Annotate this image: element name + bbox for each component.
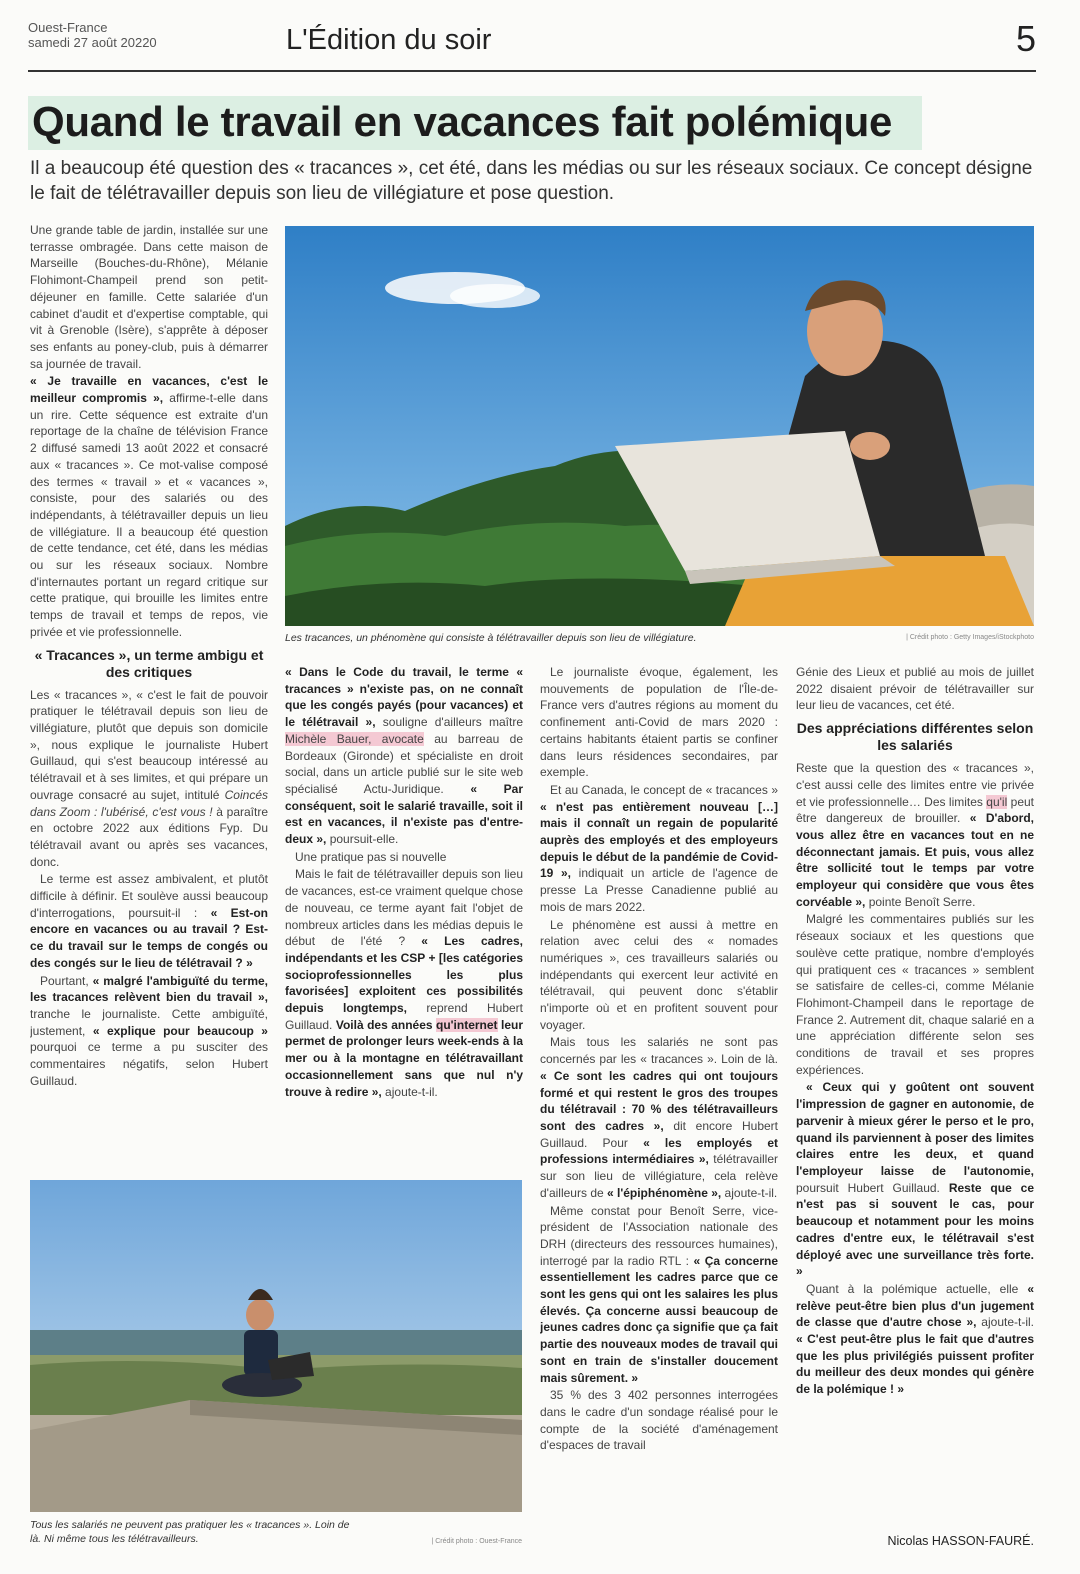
text: souligne d'ailleurs maître xyxy=(375,715,523,730)
subheading: « Tracances », un terme ambigu et des critiques xyxy=(34,646,264,680)
quote: « les employés et professions intermédiaires », xyxy=(540,1135,778,1167)
headline: Quand le travail en vacances fait polémique xyxy=(32,98,893,145)
quote: « malgré l'ambiguïté du terme, les tracances relèvent bien du travail », xyxy=(30,973,268,1005)
text: Quant à la polémique actuelle, elle xyxy=(806,1281,1028,1296)
article-column-2 xyxy=(285,664,523,1176)
quote: « D'abord, vous allez être en vacances tout en ne déconnectant jamais. Et puis, vous allez être sollicité tout le temps par votre employeur qui considère que vous êtes corvéable », xyxy=(796,811,1034,909)
quote: leur permet de prolonger leurs week-ends à la mer ou à la montagne en télétravaillant occasionnellement sans que nul n'y trouve à redire », xyxy=(285,1017,523,1099)
text: peut être dangereux de brouiller. xyxy=(796,794,1034,826)
paragraph xyxy=(540,1034,778,1201)
highlighted-word: qu'internet xyxy=(436,1017,498,1032)
book-title: Coincés dans Zoom : l'ubérisé, c'est vous ! xyxy=(30,787,268,819)
paragraph: Le journaliste évoque, également, les mouvements de population de l'Île-de-France vers d'autres régions au moment du confinement anti-Covid de mars 2020 : certains habitants étaient partis se confiner dans leurs résidences secondaires, par exemple. xyxy=(540,665,778,780)
text: Pourtant, xyxy=(40,973,93,988)
quote: « Ce sont les cadres qui ont toujours formé et qui restent le gros des troupes du télétravail : 70 % des télétravailleurs sont des cadres », xyxy=(540,1068,778,1133)
author-signature: Nicolas HASSON-FAURÉ. xyxy=(887,1534,1034,1548)
quote: Reste que ce n'est pas si souvent le cas, pour beaucoup et notamment pour les moins cadres d'entre eux, le télétravail s'est déployé avec une surveillance très forte. » xyxy=(796,1180,1034,1279)
publication-date: samedi 27 août 20220 xyxy=(28,35,157,50)
text: Et au Canada, le concept de « tracances » xyxy=(550,782,778,797)
text: au barreau de Bordeaux (Gironde) et spécialiste en droit social, dans un article publié sur le site web spécialisé Actu-Juridique. xyxy=(285,731,523,796)
text: ajoute-t-il. xyxy=(721,1185,778,1200)
paragraph: Une grande table de jardin, installée sur une terrasse ombragée. Dans cette maison de Marseille (Bouches-du-Rhône), Mélanie Flohimont-Champeil prend son petit-déjeuner en famille. Cette salariée d'un cabinet d'audit et d'expertise comptable, qui vit à Grenoble (Isère), s'apprête à déposer ses enfants au poney-club, puis à démarrer sa journée de travail. xyxy=(30,223,268,371)
text: dit encore Hubert Guillaud. Pour xyxy=(540,1118,778,1150)
quote: « Ceux qui y goûtent ont souvent l'impression de gagner en autonomie, de parvenir à mieux gérer le perso et le pro, quand ils parviennent à poser des limites claires entre les deux, et quand l'employeur laisse de l'autonomie, xyxy=(796,1080,1034,1178)
paragraph xyxy=(540,782,778,916)
edition-title: L'Édition du soir xyxy=(286,24,492,56)
subheading-inline: Une pratique pas si nouvelle xyxy=(295,849,447,864)
publication-info xyxy=(28,20,157,50)
photo-man-on-wall xyxy=(30,1180,522,1512)
text: poursuit Hubert Guillaud. xyxy=(796,1180,949,1195)
quote: « l'épiphénomène », xyxy=(607,1185,722,1200)
photo-illustration xyxy=(285,226,1034,626)
quote: « Ça concerne essentiellement les cadres parce que ce sont les gens qui ont les salaires les plus élevés. Ça concerne aussi beaucoup de jeunes cadres donc ça signifie que ça fait partie des nouveaux modes de travail qui sont en train de s'installer doucement mais sûrement. » xyxy=(540,1253,778,1385)
paragraph xyxy=(30,373,268,640)
quote: « Dans le Code du travail, le terme « tracances » n'existe pas, on ne connaît que les congés payés (pour vacances) et le télétravail », xyxy=(285,665,523,730)
highlighted-name: Michèle Bauer, avocate xyxy=(285,731,424,746)
paragraph xyxy=(540,1203,778,1387)
paragraph: Malgré les commentaires publiés sur les réseaux sociaux et les questions que soulève cette pratique, nombre d'employés qui pratiquent ces « tracances » semblent se satisfaire de celles-ci, comme Mélanie Flohimont-Champeil dans le reportage de France 2. Autrement dit, chaque salarié en a une appréciation différente selon ses conditions de travail et ses propres expériences. xyxy=(796,912,1034,1077)
article-column-3 xyxy=(540,664,778,1544)
paragraph xyxy=(30,973,268,1090)
page-number: 5 xyxy=(1015,18,1036,59)
text: affirme-t-elle dans un rire. Cette séquence est extraite d'un reportage de la chaîne de télévision France 2 diffusé samedi 13 août 2022 et consacré aux « tracances ». Ce mot-valise composé des termes « travail » et « vacances », consiste, pour des salariés ou des indépendants, à télétravailler depuis un lieu de villégiature. Il a beaucoup été question de cette tendance, cet été, dans les médias ou sur les réseaux sociaux. Nombre d'internautes portant un regard critique sur cette pratique, qui brouille les limites entre temps de travail et temps de repos, vie privée et vie professionnelle. xyxy=(30,391,268,639)
text: à paraître en octobre 2022 aux éditions Fyp. Du télétravail avant ou après ses vacances, donc. xyxy=(30,804,268,869)
paragraph: Le phénomène est aussi à mettre en relation avec celui des « nomades numériques », ces travailleurs salariés ou indépendants qui exercent leur activité en télétravail, qui peuvent donc s'établir n'importe où et en profitent souvent pour voyager. xyxy=(540,917,778,1032)
text: Mais le fait de télétravailler depuis son lieu de vacances, est-ce vraiment quelque chose de nouveau, ce terme ayant fait l'objet de nombreux articles dans les médias depuis le début de l'été ? xyxy=(285,867,523,949)
quote: « n'est pas entièrement nouveau […] mais il connaît un regain de popularité auprès des employés et des employeurs depuis le début de la pandémie de Covid-19 », xyxy=(540,799,778,881)
headline-highlight xyxy=(28,96,922,150)
text: Mais tous les salariés ne sont pas concernés par les « tracances ». Loin de là. xyxy=(540,1035,778,1067)
text: ajoute-t-il. xyxy=(381,1084,438,1099)
highlighted-word: qu'il xyxy=(986,794,1008,809)
paragraph xyxy=(796,1079,1034,1279)
text: reprend Hubert Guillaud. xyxy=(285,1001,523,1032)
text: pourquoi ce terme a pu susciter des commentaires négatifs, selon Hubert Guillaud. xyxy=(30,1040,268,1088)
paragraph xyxy=(796,1281,1034,1398)
quote: « explique pour beaucoup » xyxy=(92,1023,268,1038)
publication-name: Ouest-France xyxy=(28,20,108,35)
paragraph xyxy=(30,687,268,871)
text: Reste que la question des « tracances », c'est aussi celle des limites entre vie privée et vie professionnelle… Des limites xyxy=(796,761,1034,809)
quote: « relève peut-être bien plus d'un jugement de classe que d'autre chose », xyxy=(796,1281,1034,1330)
text: Même constat pour Benoît Serre, vice-président de l'Association nationale des DRH (directeurs des ressources humaines), interrogé par la radio RTL : xyxy=(540,1203,778,1268)
paragraph xyxy=(285,664,523,848)
quote: « Est-on encore en vacances ou au travail ? Est-ce du travail sur le temps de congés ou des congés sur le lieu de télétravail ? » xyxy=(30,905,268,970)
paragraph xyxy=(796,760,1034,910)
photo-credit: | Crédit photo : Ouest-France xyxy=(431,1538,522,1545)
text: poursuit-elle. xyxy=(326,832,399,847)
quote: Voilà des années xyxy=(335,1017,437,1032)
text: Le terme est assez ambivalent, et plutôt difficile à définir. Et soulève aussi beaucoup d'interrogations, poursuit-il : xyxy=(30,872,268,920)
text: télétravailler sur son lieu de villégiature, cela relève d'ailleurs de xyxy=(540,1152,778,1200)
subheading: Des appréciations différentes selon les salariés xyxy=(796,720,1034,754)
quote: « Les cadres, indépendants et les CSP + [les catégories socioprofessionnelles les plus favorisées] exploitent ces possibilités depuis longtemps, xyxy=(285,934,523,1016)
article-column-1 xyxy=(30,222,268,1170)
paragraph xyxy=(30,871,268,971)
paragraph: Génie des Lieux et publié au mois de juillet 2022 disaient prévoir de télétravailler sur leur lieu de vacances, cet été. xyxy=(796,665,1034,713)
photo-credit: | Crédit photo : Getty Images/iStockphoto xyxy=(906,634,1034,641)
photo-caption: Les tracances, un phénomène qui consiste à télétravailler depuis son lieu de villégiature. xyxy=(285,632,697,644)
photo-illustration xyxy=(30,1180,522,1512)
quote: « Je travaille en vacances, c'est le meilleur compromis », xyxy=(30,374,268,406)
text: Les « tracances », « c'est le fait de pouvoir pratiquer le télétravail depuis son lieu de villégiature, plutôt que depuis son domicile », nous explique le journaliste Hubert Guillaud, qui s'est beaucoup intéressé au télétravail et à ses limites, et qui prépare un ouvrage consacré au sujet, intitulé xyxy=(30,687,268,802)
text: indiquait un article de l'agence de presse La Presse Canadienne publié au mois de mars 2022. xyxy=(540,866,778,914)
page-header xyxy=(28,0,1036,72)
article-column-4 xyxy=(796,664,1034,1544)
text: pointe Benoît Serre. xyxy=(865,894,976,909)
photo-caption: Tous les salariés ne peuvent pas pratiquer les « tracances ». Loin de là. Ni même tous les télétravailleurs. xyxy=(30,1519,350,1545)
lead-paragraph: Il a beaucoup été question des « tracances », cet été, dans les médias ou sur les réseaux sociaux. Ce concept désigne le fait de télétravailler depuis son lieu de villégiature et pose question. xyxy=(30,158,1033,204)
quote: « Par conséquent, soit le salarié travaille, soit il est en vacances, il n'existe pas d'entre-deux », xyxy=(285,781,523,847)
quote: « C'est peut-être plus le fait que d'autres que les plus privilégiés puissent profiter du meilleur des deux mondes qui génère de la polémique ! » xyxy=(796,1332,1034,1397)
text: tranche le journaliste. Cette ambiguïté, justement, xyxy=(30,1006,268,1038)
text: ajoute-t-il. xyxy=(976,1315,1034,1330)
paragraph: 35 % des 3 402 personnes interrogées dans le cadre d'un sondage réalisé pour le compte de la société d'aménagement d'espaces de travail xyxy=(540,1388,778,1453)
paragraph xyxy=(285,866,523,1100)
photo-man-with-laptop xyxy=(285,226,1034,626)
